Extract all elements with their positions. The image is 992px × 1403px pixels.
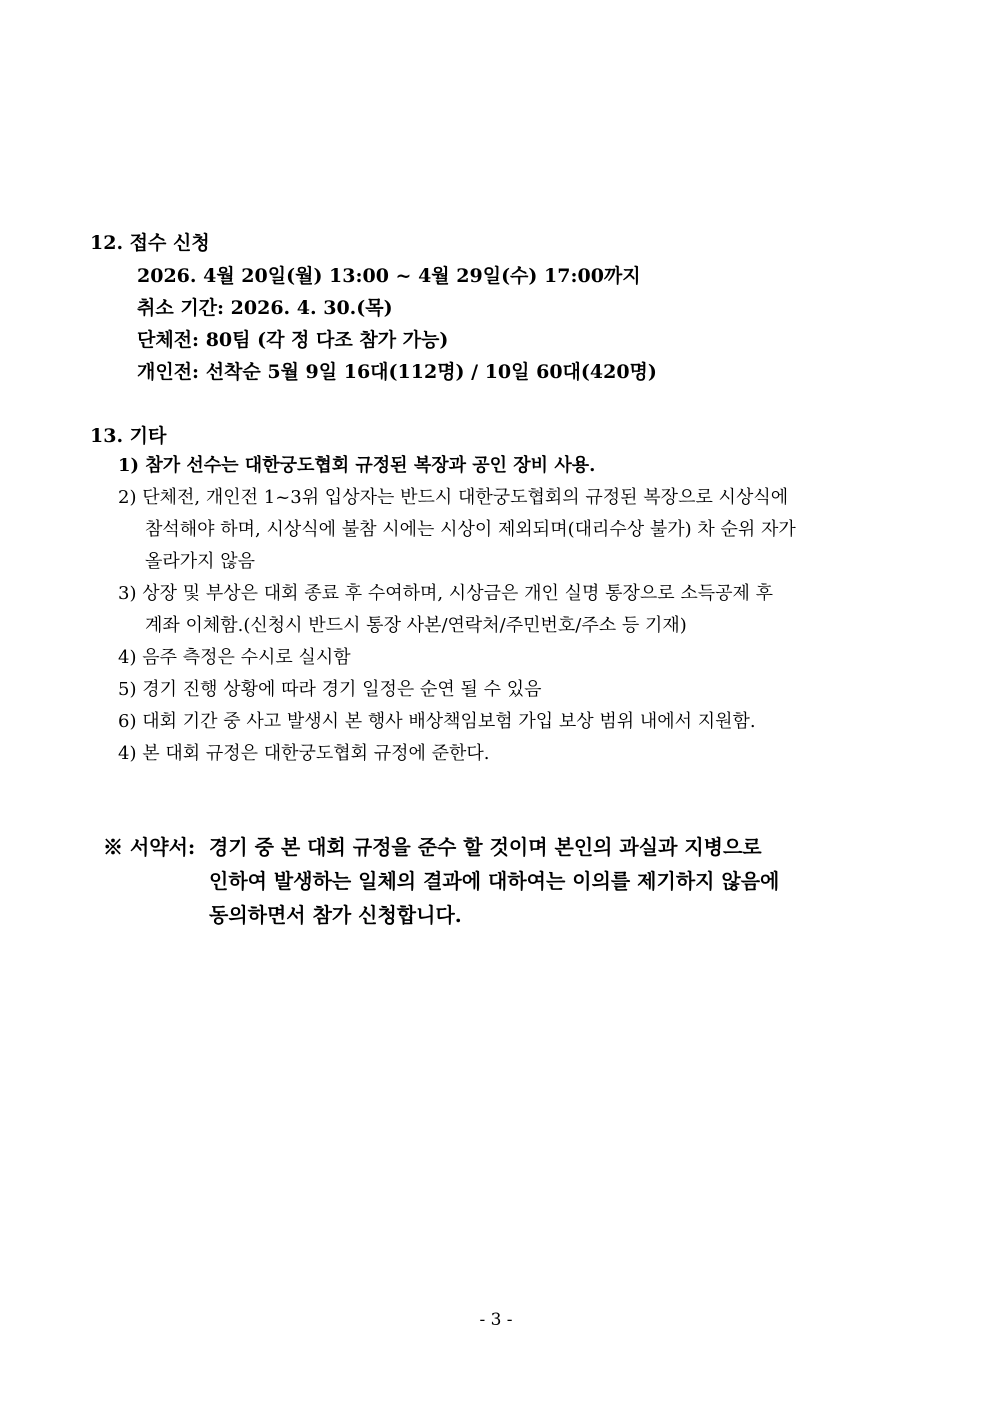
pledge-text: 경기 중 본 대회 규정을 준수 할 것이며 본인의 과실과 지병으로: [209, 835, 762, 859]
pledge-label: ※ 서약서:: [103, 835, 196, 859]
pledge-text-continued: 동의하면서 참가 신청합니다.: [209, 903, 462, 927]
list-item: [118, 482, 918, 578]
item-number: 6): [118, 711, 137, 732]
registration-period: 2026. 4월 20일(월) 13:00 ~ 4월 29일(수) 17:00까지: [137, 265, 641, 287]
item-number: 4): [118, 647, 137, 668]
individual-event-info: 개인전: 선착순 5월 9일 16대(112명) / 10일 60대(420명): [137, 361, 657, 383]
item-number: 2): [118, 487, 137, 508]
list-item: [118, 450, 918, 482]
pledge-block: [103, 830, 779, 932]
section-13-title: 13. 기타: [90, 425, 167, 447]
list-item: [118, 738, 918, 770]
section-12-title: 12. 접수 신청: [90, 232, 210, 254]
item-text: 대회 기간 중 사고 발생시 본 행사 배상책임보험 가입 보상 범위 내에서 지원함.: [142, 711, 756, 732]
cancellation-period: 취소 기간: 2026. 4. 30.(목): [137, 297, 393, 319]
item-text-continued: 계좌 이체함.(신청시 반드시 통장 사본/연락처/주민번호/주소 등 기재): [145, 615, 687, 636]
item-text: 상장 및 부상은 대회 종료 후 수여하며, 시상금은 개인 실명 통장으로 소득공제 후: [142, 583, 774, 604]
item-number: 1): [118, 455, 140, 476]
item-text-continued: 참석해야 하며, 시상식에 불참 시에는 시상이 제외되며(대리수상 불가) 차 순위 자가: [145, 519, 796, 540]
list-item: [118, 706, 918, 738]
item-text-continued: 올라가지 않음: [145, 551, 256, 572]
team-event-info: 단체전: 80팀 (각 정 다조 참가 가능): [137, 329, 449, 351]
item-text: 단체전, 개인전 1~3위 입상자는 반드시 대한궁도협회의 규정된 복장으로 시상식에: [142, 487, 789, 508]
list-item: [118, 578, 918, 642]
item-number: 4): [118, 743, 137, 764]
item-text: 참가 선수는 대한궁도협회 규정된 복장과 공인 장비 사용.: [145, 455, 596, 476]
list-item: [118, 674, 918, 706]
list-item: [118, 642, 918, 674]
item-number: 5): [118, 679, 137, 700]
item-text: 본 대회 규정은 대한궁도협회 규정에 준한다.: [142, 743, 490, 764]
pledge-text-continued: 인하여 발생하는 일체의 결과에 대하여는 이의를 제기하지 않음에: [209, 869, 780, 893]
item-text: 경기 진행 상황에 따라 경기 일정은 순연 될 수 있음: [142, 679, 542, 700]
item-number: 3): [118, 583, 137, 604]
item-text: 음주 측정은 수시로 실시함: [142, 647, 351, 668]
page-number: - 3 -: [479, 1310, 513, 1330]
